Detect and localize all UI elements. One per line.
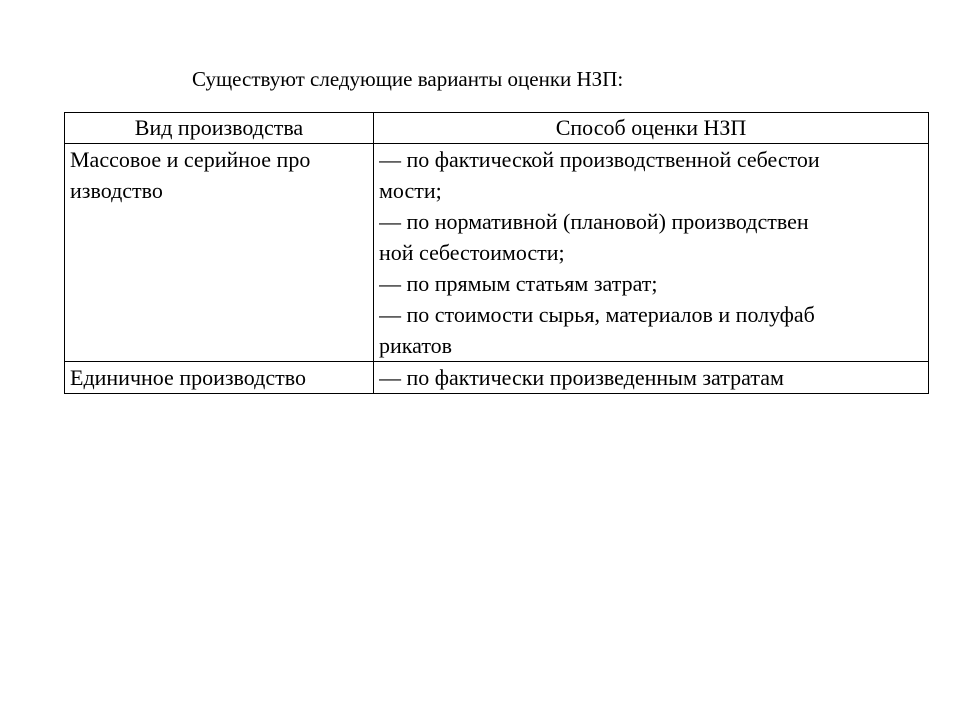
cell-text-line: Массовое и серийное про: [70, 147, 311, 172]
cell-text-line: — по прямым статьям затрат;: [379, 271, 658, 296]
cell-text-line: — по стоимости сырья, материалов и полуфаб: [379, 302, 815, 327]
table-row: [65, 362, 929, 394]
cell-text-line: Единичное производство: [70, 365, 306, 390]
cell-text-line: ной себестоимости;: [379, 240, 565, 265]
cell-text-line: — по нормативной (плановой) производствен: [379, 209, 809, 234]
cell-text-line: мости;: [379, 178, 442, 203]
table-header-row: [65, 113, 929, 144]
nzp-valuation-table: [64, 112, 929, 394]
header-valuation-method: Способ оценки НЗП: [374, 113, 929, 144]
cell-text-line: рикатов: [379, 333, 453, 358]
cell-text-line: — по фактически произведенным затратам: [379, 365, 784, 390]
cell-valuation-method: [374, 362, 929, 394]
intro-text: Существуют следующие варианты оценки НЗП:: [192, 67, 624, 91]
cell-valuation-method: [374, 144, 929, 362]
cell-text-line: — по фактической производственной себестои: [379, 147, 820, 172]
cell-text-line: изводство: [70, 178, 163, 203]
cell-production-type: [65, 144, 374, 362]
table-row: [65, 144, 929, 362]
header-production-type: Вид производства: [65, 113, 374, 144]
cell-production-type: [65, 362, 374, 394]
